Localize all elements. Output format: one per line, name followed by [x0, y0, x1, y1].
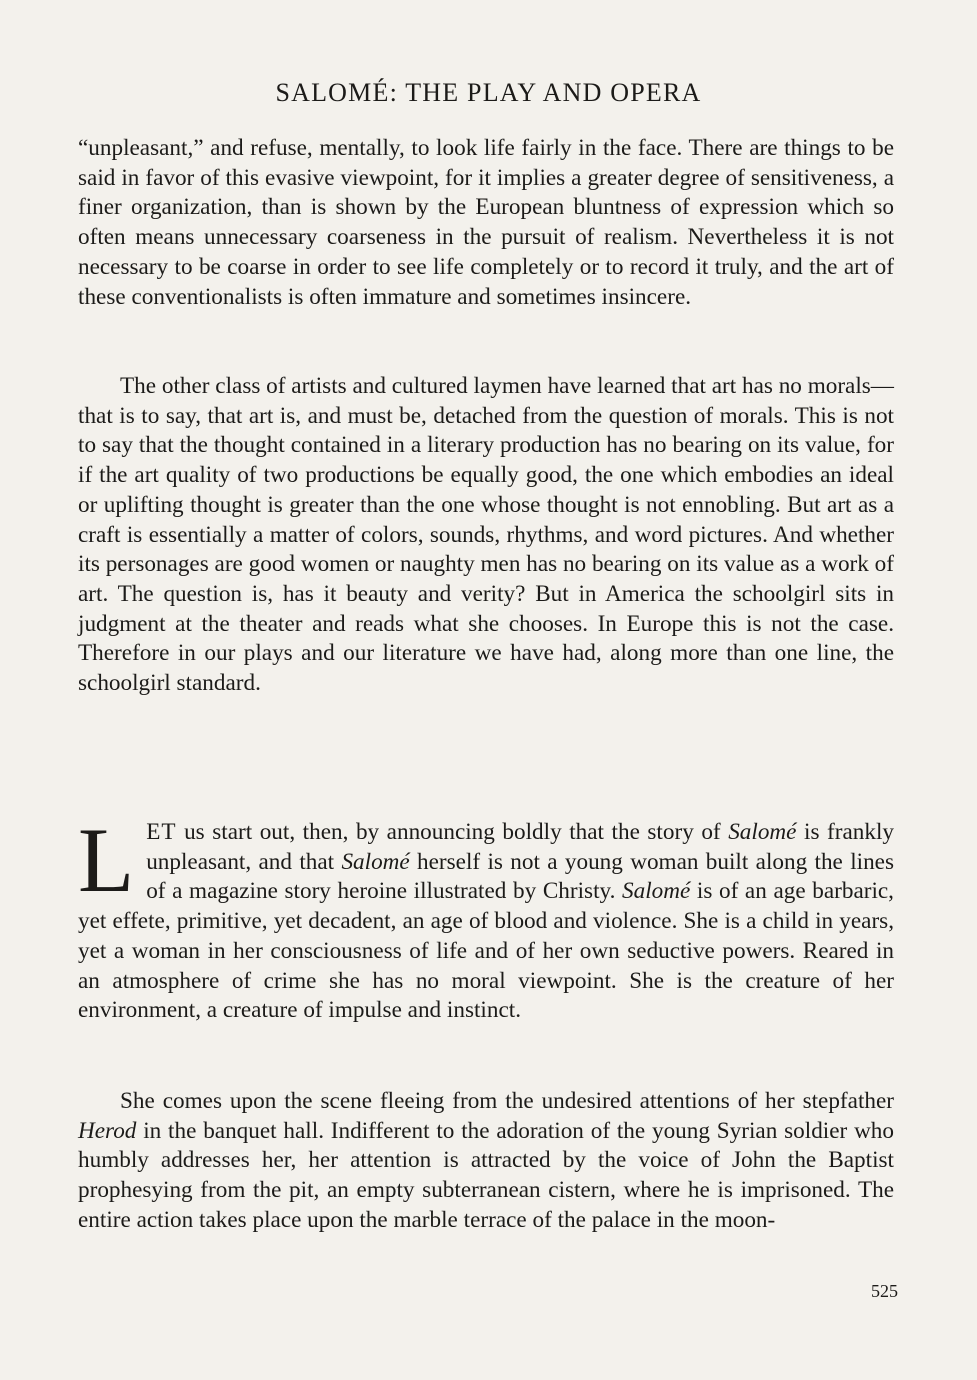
drop-cap-letter: L: [78, 809, 135, 911]
italic-title-salome: Salomé: [622, 878, 691, 905]
paragraph-text: [78, 1087, 894, 1236]
text-run: is frankly unpleasant, and that: [146, 819, 894, 875]
paragraph-scene: [78, 1087, 894, 1236]
opening-caps: ET: [146, 819, 177, 845]
paragraph-text: [78, 809, 894, 1026]
paragraph-salome-intro: [78, 809, 894, 1026]
text-run: us start out, then, by announcing boldly that the story of: [176, 819, 729, 845]
paragraph-art-morals: [78, 372, 894, 699]
text-run: in the banquet hall. Indifferent to the adoration of the young Syrian soldier who humbly addresses her, her attention is attracted by the voice of John the Baptist prophesying from the pit, an empty subterranean cistern, where he is imprisoned. The entire action takes place upon the marble terrace of the palace in the moon-: [78, 1117, 894, 1233]
italic-name-herod: Herod: [78, 1117, 137, 1144]
paragraph-text: The other class of artists and cultured laymen have learned that art has no morals—that is to say, that art is, and must be, detached from the question of morals. This is not to say that the thought contained in a literary production has no bearing on its value, for if the art quality of two productions be equally good, the one which embodies an ideal or uplifting thought is greater than the one whose thought is not ennobling. But art as a craft is essentially a matter of colors, sounds, rhythms, and word pictures. And whether its personages are good women or naughty men has no bearing on its value as a work of art. The question is, has it beauty and verity? But in America the schoolgirl sits in judgment at the theater and reads what she chooses. In Europe this is not the case. Therefore in our plays and our literature we have had, along more than one line, the schoolgirl standard.: [78, 373, 894, 697]
text-run: herself is not a young woman built along the lines of a magazine story heroine illustrated by Christy.: [146, 848, 894, 905]
paragraph-continuation: [78, 134, 894, 312]
text-run: is of an age barbaric, yet effete, primitive, yet decadent, an age of blood and violence. She is a child in years, yet a woman in her consciousness of life and of her own seductive powers. Reared in an atmosphere of crime she has no moral viewpoint. She is the creature of her environment, a creature of impulse and instinct.: [78, 878, 894, 1024]
italic-title-salome: Salomé: [341, 848, 410, 875]
paragraph-text: “unpleasant,” and refuse, mentally, to look life fairly in the face. There are things to be said in favor of this evasive viewpoint, for it implies a greater degree of sensitiveness, a finer organization, than is shown by the European bluntness of expression which so often means unnecessary coarseness in the pursuit of realism. Nevertheless it is not necessary to be coarse in order to see life completely or to record it truly, and the art of these conventionalists is often immature and sometimes insincere.: [78, 135, 894, 310]
page-number: 525: [871, 1281, 898, 1301]
running-title: SALOMÉ: THE PLAY AND OPERA: [275, 78, 702, 107]
italic-title-salome: Salomé: [728, 819, 797, 845]
text-run: She comes upon the scene fleeing from the undesired attentions of her stepfather: [120, 1088, 894, 1114]
